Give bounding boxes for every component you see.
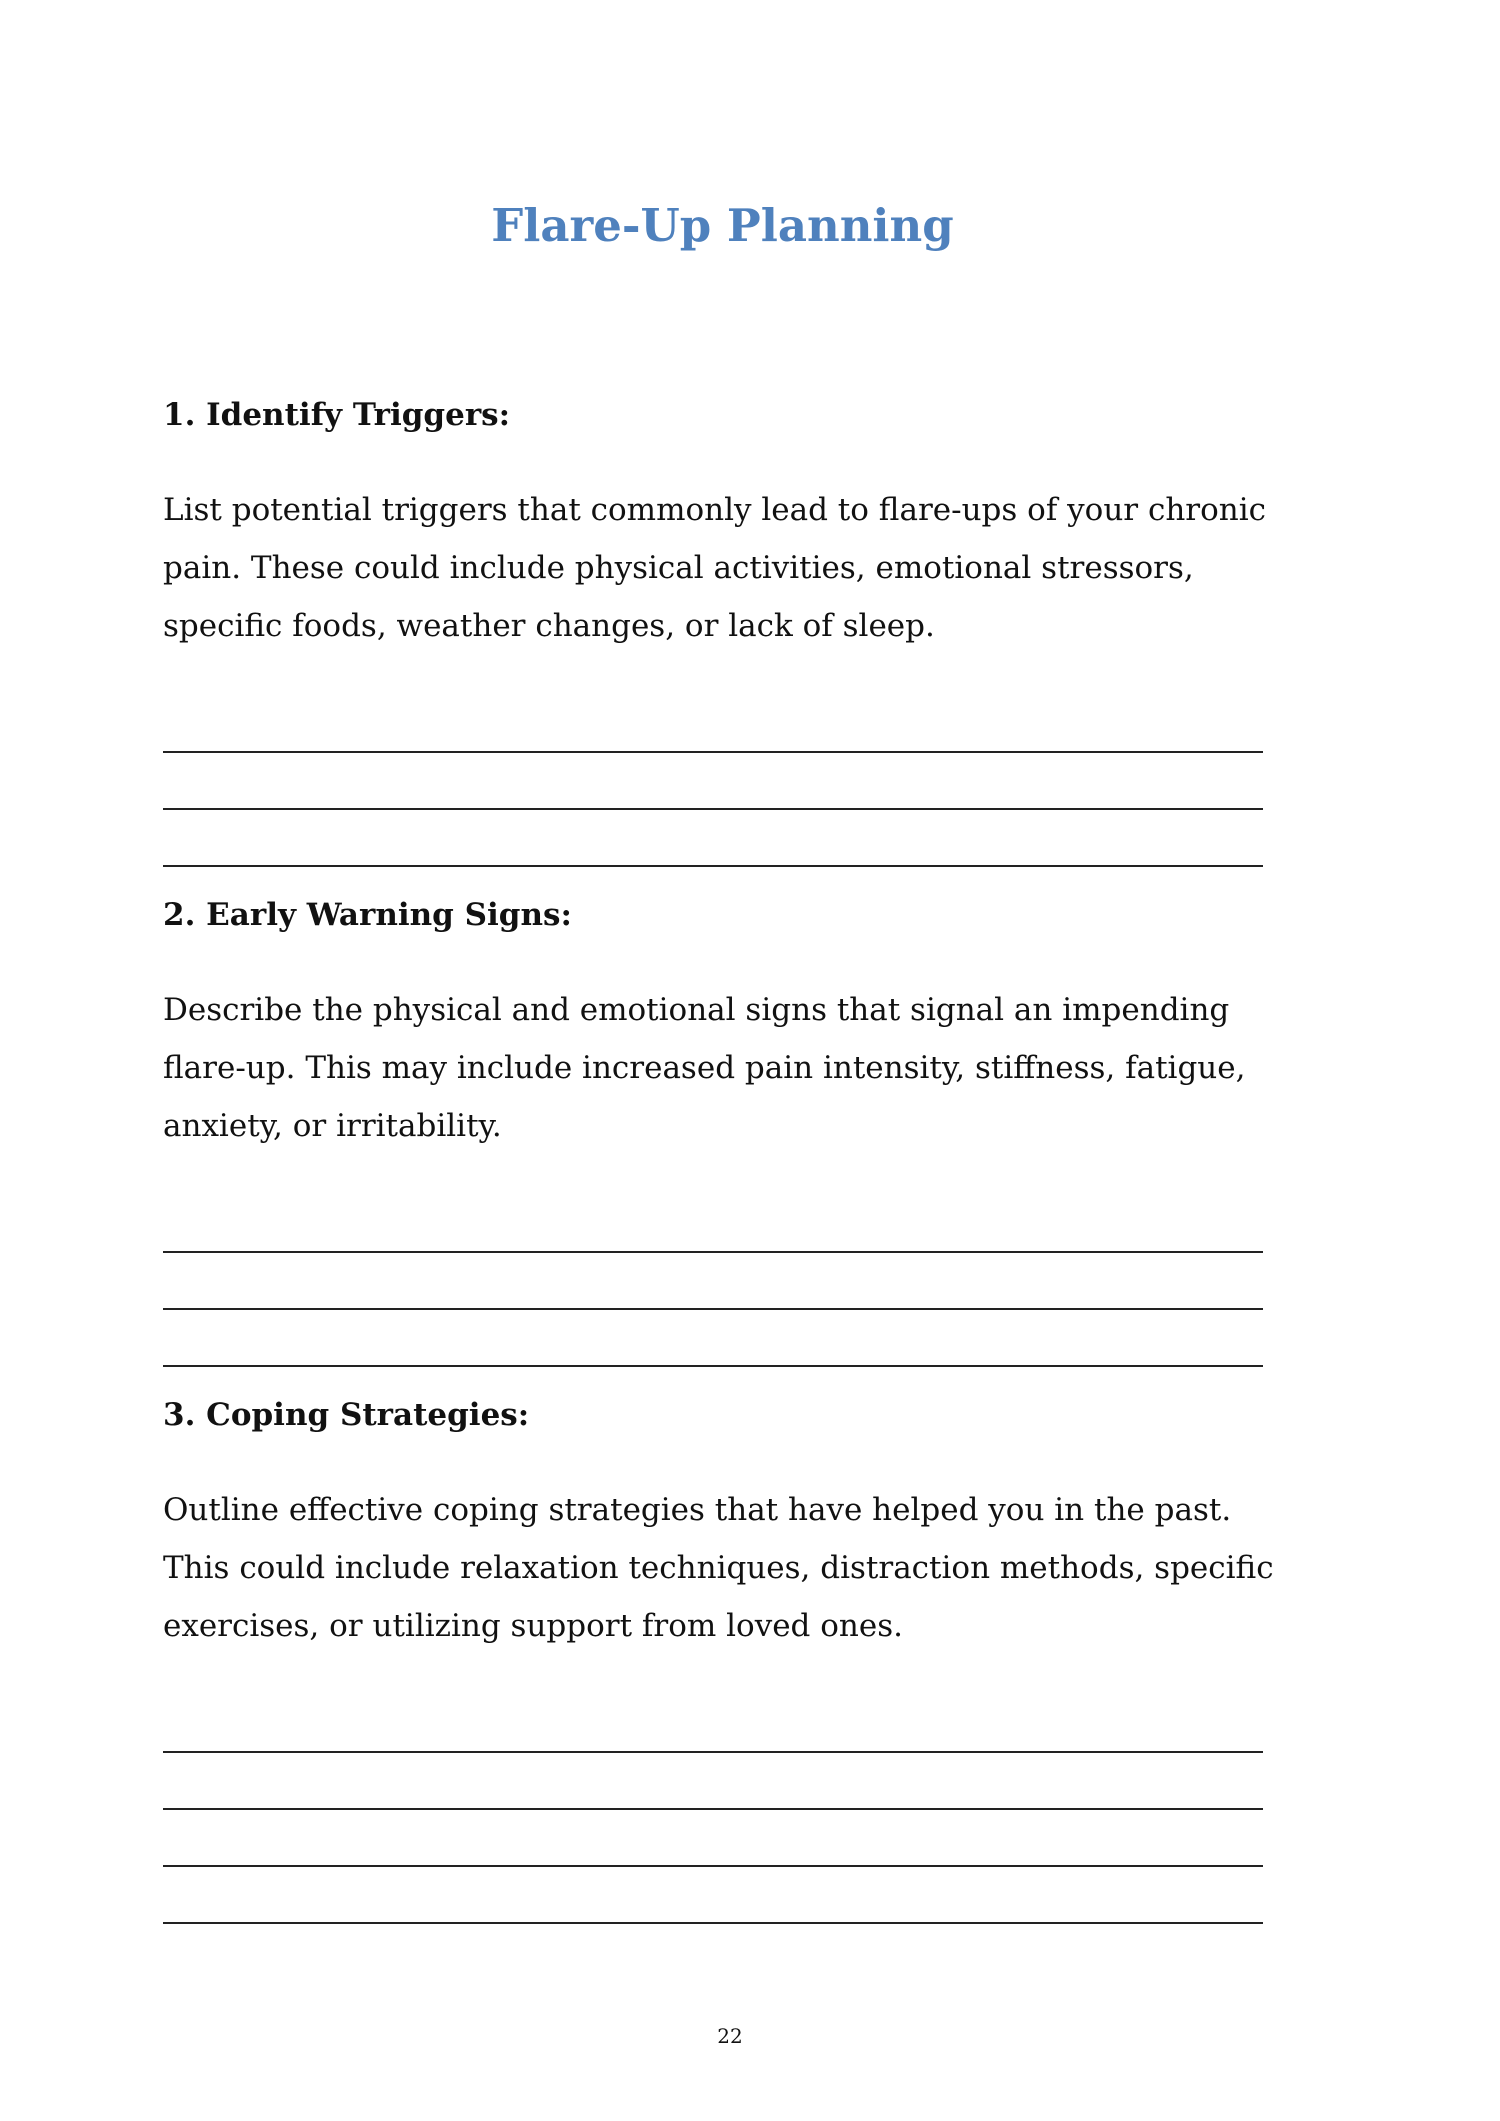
page-title: Flare-Up Planning — [491, 199, 954, 252]
section-instructions: Outline effective coping strategies that have helped you in the past. This could include relaxation techniques, distraction methods, specific exercises, or utilizing support from loved ones. — [163, 1492, 1274, 1644]
answer-lines — [163, 1707, 1263, 1924]
section-early-warning-signs — [163, 895, 1263, 1367]
answer-line[interactable] — [163, 1207, 1263, 1253]
section-identify-triggers — [163, 395, 1267, 867]
answer-line[interactable] — [163, 1753, 1263, 1810]
section-heading: 1. Identify Triggers: — [163, 397, 511, 433]
answer-line[interactable] — [163, 1810, 1263, 1867]
section-instructions: List potential triggers that commonly lead to flare-ups of your chronic pain. These could include physical activities, emotional stressors, specific foods, weather changes, or lack of sleep. — [163, 492, 1267, 644]
section-heading: 3. Coping Strategies: — [163, 1397, 530, 1433]
answer-line[interactable] — [163, 1253, 1263, 1310]
section-heading: 2. Early Warning Signs: — [163, 897, 572, 933]
answer-line[interactable] — [163, 1707, 1263, 1753]
answer-lines — [163, 1207, 1263, 1367]
answer-line[interactable] — [163, 753, 1263, 810]
answer-lines — [163, 707, 1263, 867]
answer-line[interactable] — [163, 707, 1263, 753]
section-coping-strategies — [163, 1395, 1274, 1924]
section-instructions: Describe the physical and emotional signs that signal an impending flare-up. This may include increased pain intensity, stiffness, fatigue, anxiety, or irritability. — [163, 992, 1246, 1144]
page-number: 22 — [717, 2024, 743, 2048]
answer-line[interactable] — [163, 1867, 1263, 1924]
answer-line[interactable] — [163, 1310, 1263, 1367]
answer-line[interactable] — [163, 810, 1263, 867]
